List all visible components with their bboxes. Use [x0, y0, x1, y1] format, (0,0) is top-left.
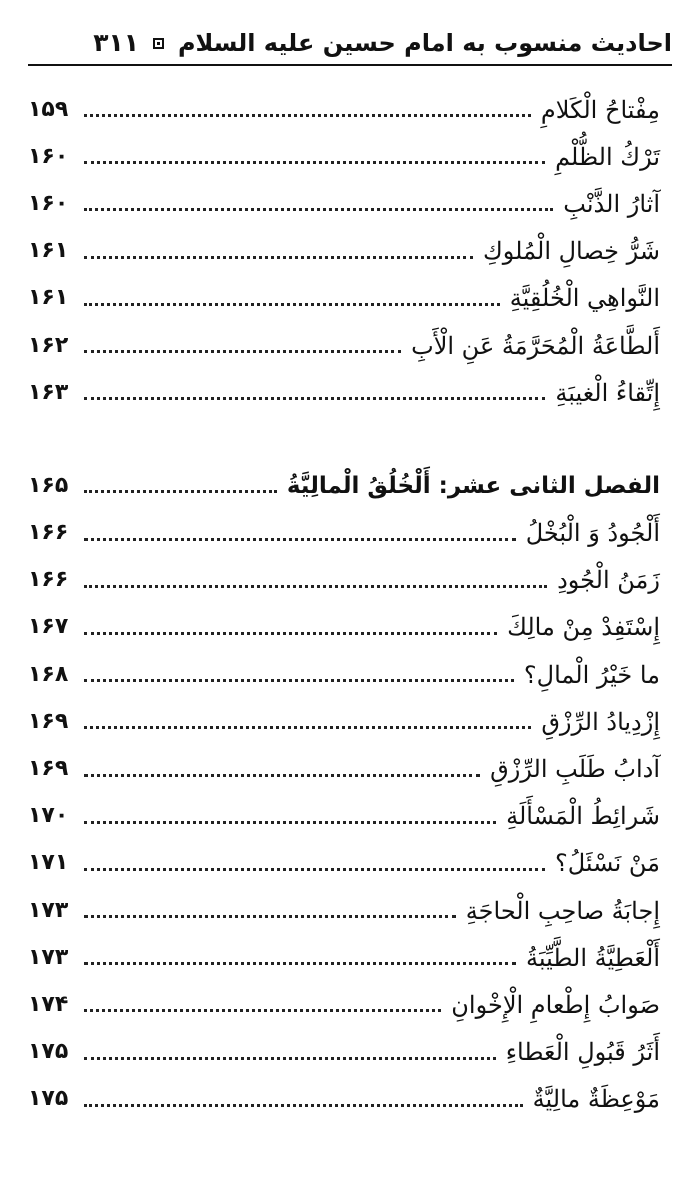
toc-entry-page: ۱۶۲: [28, 332, 69, 358]
toc-entry-title: شَرُّ خِصالِ الْمُلوكِ: [483, 237, 660, 266]
dot-leader: [84, 915, 456, 918]
dot-leader: [84, 303, 500, 306]
toc-entry-page: ۱۷۴: [28, 991, 69, 1017]
toc-entry[interactable]: [28, 86, 660, 133]
dot-leader: [84, 632, 497, 635]
toc-entry-title: مِفْتاحُ الْكَلامِ: [540, 95, 660, 124]
toc-group-1: [28, 86, 660, 416]
toc-entry[interactable]: [28, 934, 660, 981]
toc-entry[interactable]: [28, 651, 660, 698]
toc-entry-page: ۱۶۷: [28, 614, 69, 640]
toc-entry-title: إِتِّقاءُ الْغيبَةِ: [555, 378, 660, 407]
toc-entry[interactable]: [28, 887, 660, 934]
toc-entry[interactable]: [28, 275, 660, 322]
dot-leader: [84, 774, 480, 777]
toc-entry[interactable]: [28, 1076, 660, 1123]
dot-leader: [84, 962, 516, 965]
toc-entry-page: ۱۶۶: [28, 520, 69, 546]
toc-entry-page: ۱۶۰: [28, 143, 69, 169]
toc-entry-page: ۱۶۶: [28, 567, 69, 593]
toc-entry-title: مَوْعِظَةٌ مالِيَّةٌ: [532, 1085, 660, 1114]
dot-leader: [84, 679, 514, 682]
toc-entry-title: زَمَنُ الْجُودِ: [557, 566, 660, 595]
toc-entry-page: ۱۷۵: [28, 1039, 69, 1065]
toc-entry-page: ۱۶۹: [28, 756, 69, 782]
dot-leader: [84, 726, 531, 729]
dot-leader: [84, 585, 547, 588]
toc-entry[interactable]: [28, 793, 660, 840]
toc-entry-page: ۱۶۱: [28, 238, 69, 264]
toc-entry-page: ۱۷۰: [28, 803, 69, 829]
dot-leader: [84, 821, 496, 824]
dot-leader: [84, 350, 401, 353]
dot-leader: [84, 208, 553, 211]
table-of-contents: [28, 86, 660, 1123]
toc-entry[interactable]: [28, 228, 660, 275]
toc-entry-title: إِسْتَفِدْ مِنْ مالِكَ: [507, 613, 660, 642]
toc-chapter-heading[interactable]: [28, 462, 660, 509]
dot-leader: [84, 538, 516, 541]
toc-entry[interactable]: [28, 604, 660, 651]
toc-entry-title: أَثَرُ قَبُولِ الْعَطاءِ: [505, 1038, 660, 1067]
toc-entry[interactable]: [28, 180, 660, 227]
toc-entry-page: ۱۶۱: [28, 285, 69, 311]
dot-leader: [84, 868, 545, 871]
toc-entry-page: ۱۷۵: [28, 1086, 69, 1112]
toc-entry-page: ۱۶۹: [28, 708, 69, 734]
dot-leader: [84, 256, 473, 259]
toc-entry-title: ما خَيْرُ الْمالِ؟: [523, 660, 660, 689]
dot-leader: [84, 397, 545, 400]
toc-entry[interactable]: [28, 369, 660, 416]
toc-entry[interactable]: [28, 840, 660, 887]
toc-entry[interactable]: [28, 322, 660, 369]
toc-entry-title: أَلطَّاعَةُ الْمُحَرَّمَةُ عَنِ الْأَبِ: [411, 331, 660, 360]
dot-leader: [84, 490, 277, 493]
header-page-number: ۳۱۱: [93, 28, 139, 57]
running-header: [28, 22, 672, 66]
toc-entry[interactable]: [28, 1029, 660, 1076]
toc-entry[interactable]: [28, 133, 660, 180]
toc-entry-page: ۱۷۳: [28, 944, 69, 970]
toc-entry-page: ۱۶۳: [28, 379, 69, 405]
toc-entry-title: مَنْ نَسْئَلُ؟: [555, 849, 660, 878]
toc-entry-title: أَلْجُودُ وَ الْبُخْلُ: [525, 519, 660, 548]
toc-entry-page: ۱۶۰: [28, 190, 69, 216]
toc-entry[interactable]: [28, 557, 660, 604]
toc-entry-page: ۱۶۸: [28, 661, 69, 687]
toc-entry-title: إِجابَةُ صاحِبِ الْحاجَةِ: [465, 896, 660, 925]
toc-entry-title: النَّواهِي الْخُلُقِيَّةِ: [509, 284, 660, 313]
dot-leader: [84, 161, 545, 164]
toc-entry[interactable]: [28, 745, 660, 792]
toc-entry-title: أَلْعَطِيَّةُ الطَّيِّبَةُ: [525, 943, 660, 972]
dot-leader: [84, 1057, 496, 1060]
toc-chapter-page: ۱۶۵: [28, 472, 69, 498]
toc-entry-page: ۱۷۱: [28, 850, 69, 876]
toc-chapter-title: الفصل الثانی عشر: أَلْخُلُقُ الْمالِيَّةُ: [286, 472, 660, 499]
toc-entry[interactable]: [28, 981, 660, 1028]
toc-entry-title: شَرائِطُ الْمَسْأَلَةِ: [506, 802, 660, 831]
dot-leader: [84, 1104, 523, 1107]
dot-leader: [84, 114, 531, 117]
square-ornament-icon: [153, 38, 164, 49]
toc-entry-title: تَرْكُ الظُّلْمِ: [555, 142, 660, 171]
dot-leader: [84, 1009, 441, 1012]
toc-entry-page: ۱۵۹: [28, 96, 69, 122]
toc-entry-title: آثارُ الذَّنْبِ: [563, 189, 660, 218]
toc-group-2: [28, 462, 660, 1123]
toc-entry-title: آدابُ طَلَبِ الرِّزْقِ: [490, 755, 660, 784]
header-title: احادیث منسوب به امام حسین علیه السلام: [177, 29, 672, 57]
toc-entry-page: ۱۷۳: [28, 897, 69, 923]
toc-entry[interactable]: [28, 510, 660, 557]
toc-entry-title: صَوابُ إِطْعامِ الْإِخْوانِ: [451, 990, 660, 1019]
toc-entry[interactable]: [28, 698, 660, 745]
toc-entry-title: إِزْدِيادُ الرِّزْقِ: [541, 707, 660, 736]
